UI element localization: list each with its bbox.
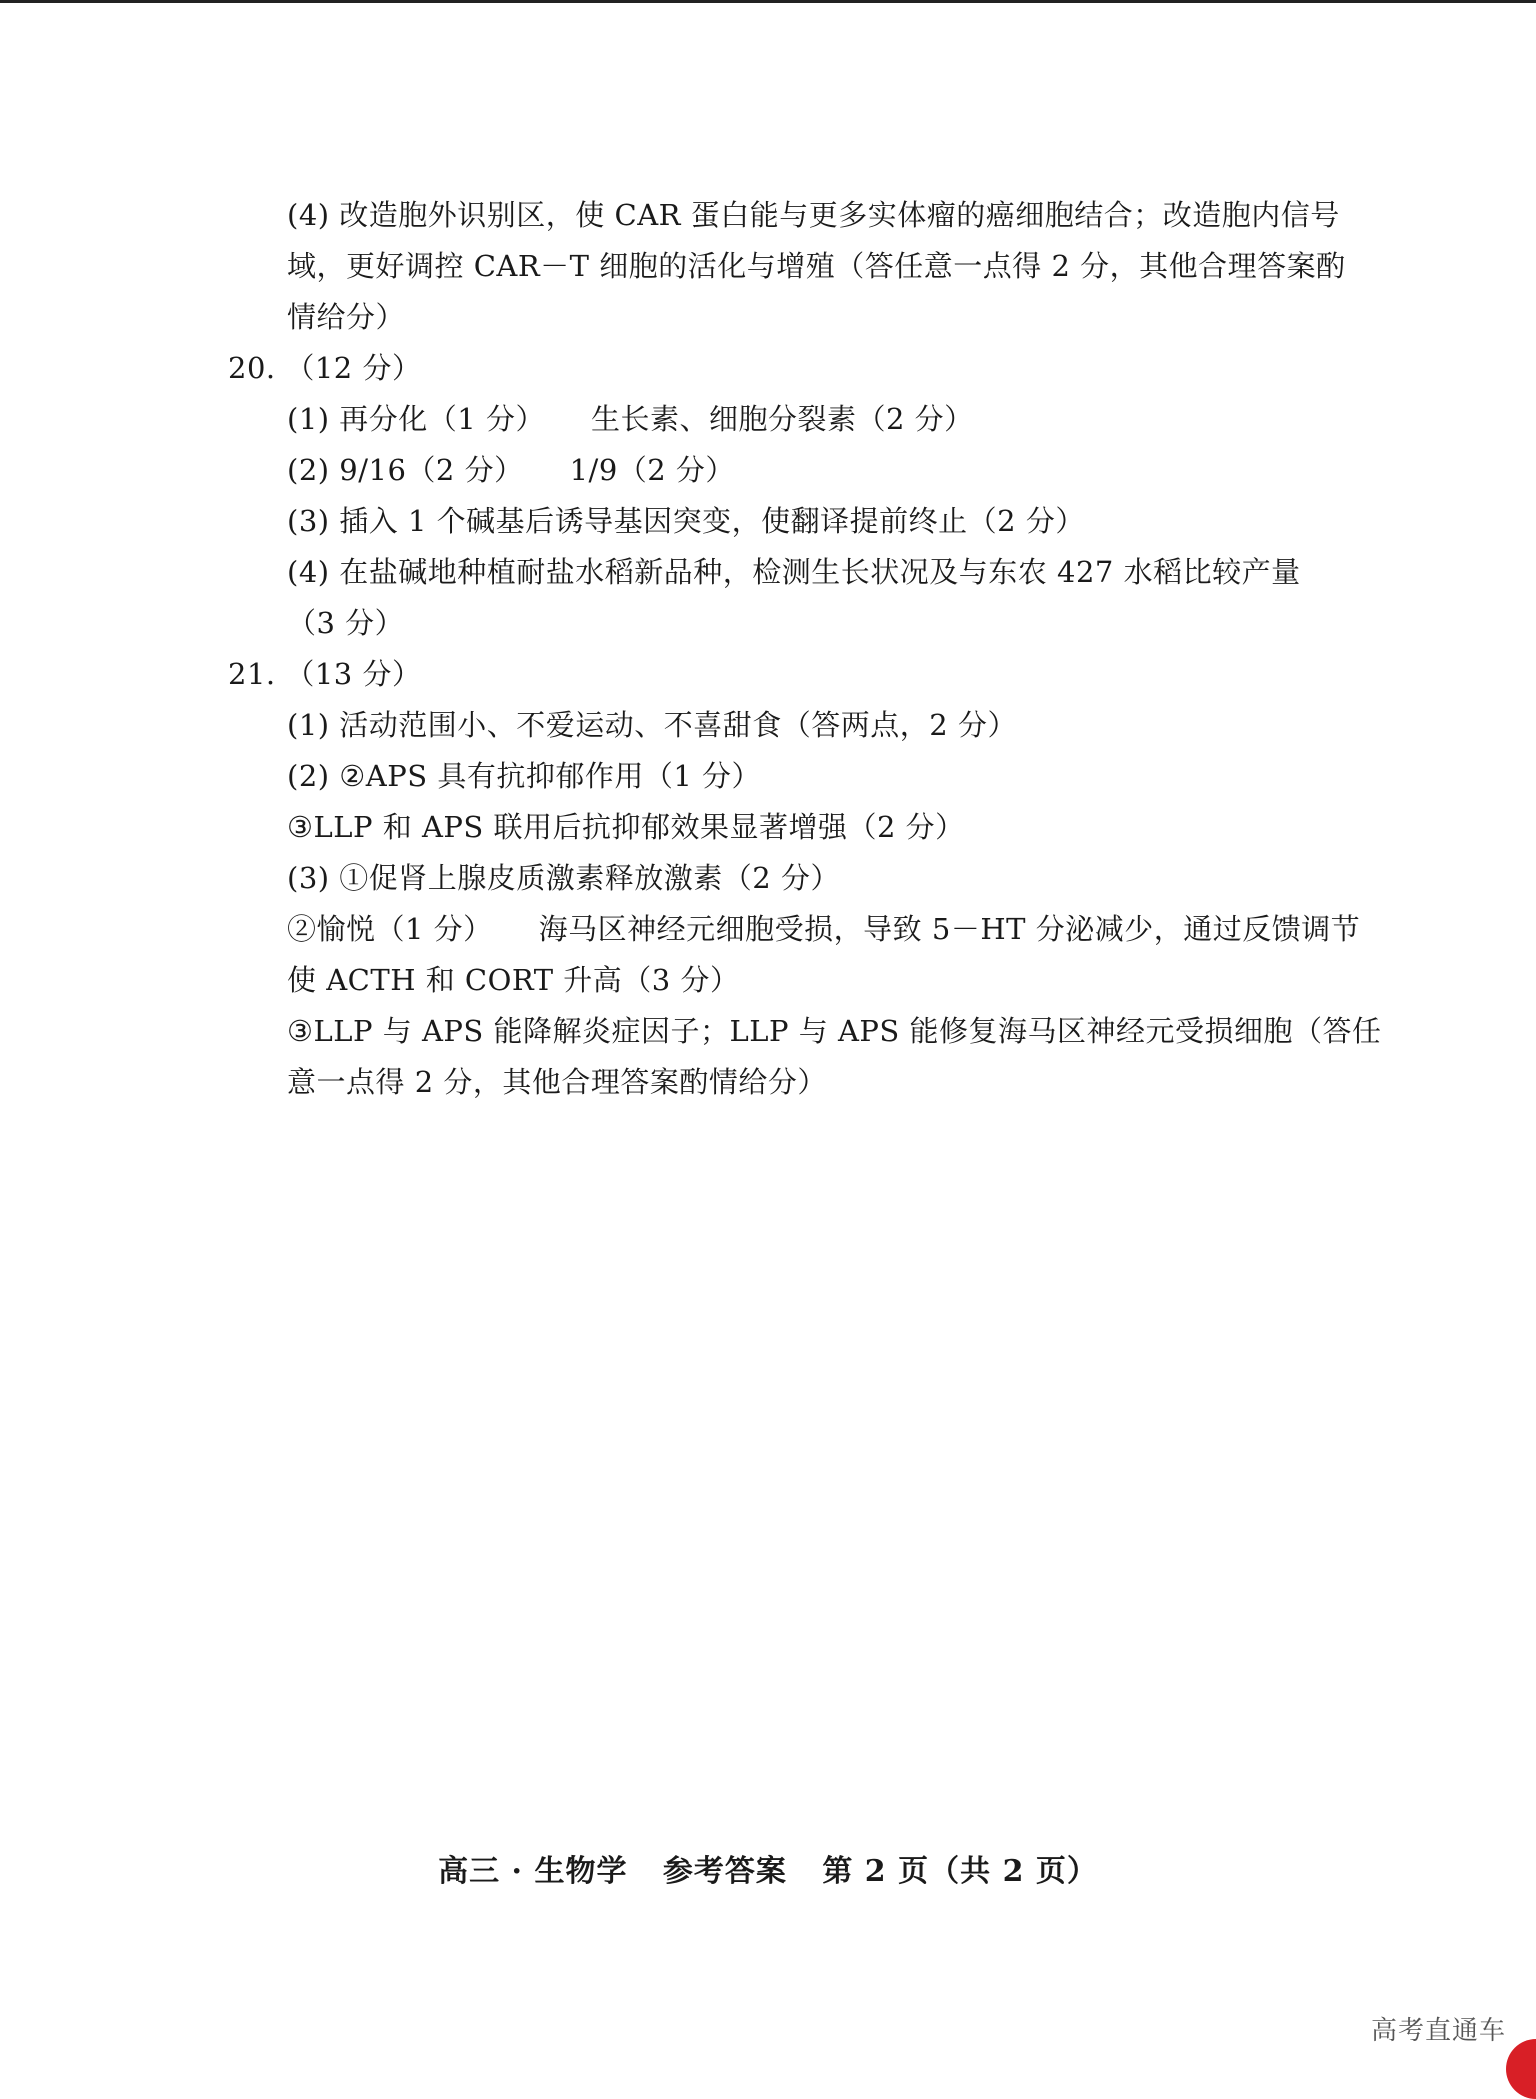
question-20-heading: 20. （12 分） <box>228 351 422 385</box>
answer-19-4-line-2: 域，更好调控 CAR－T 细胞的活化与增殖（答任意一点得 2 分，其他合理答案酌 <box>287 249 1346 283</box>
answer-19-4-line-1: (4) 改造胞外识别区，使 CAR 蛋白能与更多实体瘤的癌细胞结合；改造胞内信号 <box>287 198 1340 232</box>
answer-20-1 <box>287 400 974 438</box>
footer-page-number: 第 2 页（共 2 页） <box>822 1854 1098 1889</box>
top-border-line <box>0 0 1536 3</box>
footer-grade-subject: 高三 · 生物学 <box>438 1854 628 1889</box>
answer-21-3-b <box>287 910 1360 948</box>
answer-21-3-b-line-2: 使 ACTH 和 CORT 升高（3 分） <box>287 963 740 997</box>
answer-19-4-line-3: 情给分） <box>287 300 406 334</box>
footer-doc-type: 参考答案 <box>662 1854 787 1889</box>
answer-21-3-c-line-2: 意一点得 2 分，其他合理答案酌情给分） <box>287 1065 827 1099</box>
answer-21-3-c-line-1: ③LLP 与 APS 能降解炎症因子；LLP 与 APS 能修复海马区神经元受损细胞（答任 <box>287 1014 1382 1048</box>
question-21-heading: 21. （13 分） <box>228 657 422 691</box>
answer-21-3-b-part-b: 海马区神经元细胞受损，导致 5－HT 分泌减少，通过反馈调节 <box>538 912 1361 946</box>
answer-21-3-b-part-a: ②愉悦（1 分） <box>287 912 493 946</box>
answer-21-2-a: (2) ②APS 具有抗抑郁作用（1 分） <box>287 759 762 793</box>
answer-20-1-part-b: 生长素、细胞分裂素（2 分） <box>590 402 974 436</box>
answer-20-2-part-b: 1/9（2 分） <box>569 453 735 487</box>
page-footer <box>0 1852 1536 1892</box>
answer-20-1-part-a: (1) 再分化（1 分） <box>287 402 545 436</box>
answer-20-4-line-1: (4) 在盐碱地种植耐盐水稻新品种，检测生长状况及与东农 427 水稻比较产量 <box>287 555 1301 589</box>
answer-20-4-line-2: （3 分） <box>287 606 405 640</box>
answer-20-3: (3) 插入 1 个碱基后诱导基因突变，使翻译提前终止（2 分） <box>287 504 1085 538</box>
answer-20-2 <box>287 451 735 489</box>
answer-20-2-part-a: (2) 9/16（2 分） <box>287 453 524 487</box>
answer-21-2-b: ③LLP 和 APS 联用后抗抑郁效果显著增强（2 分） <box>287 810 965 844</box>
answer-21-1: (1) 活动范围小、不爱运动、不喜甜食（答两点，2 分） <box>287 708 1017 742</box>
answer-21-3-a: (3) ①促肾上腺皮质激素释放激素（2 分） <box>287 861 840 895</box>
watermark: 高考直通车 <box>1370 2016 1506 2046</box>
corner-logo <box>1506 2039 1536 2099</box>
